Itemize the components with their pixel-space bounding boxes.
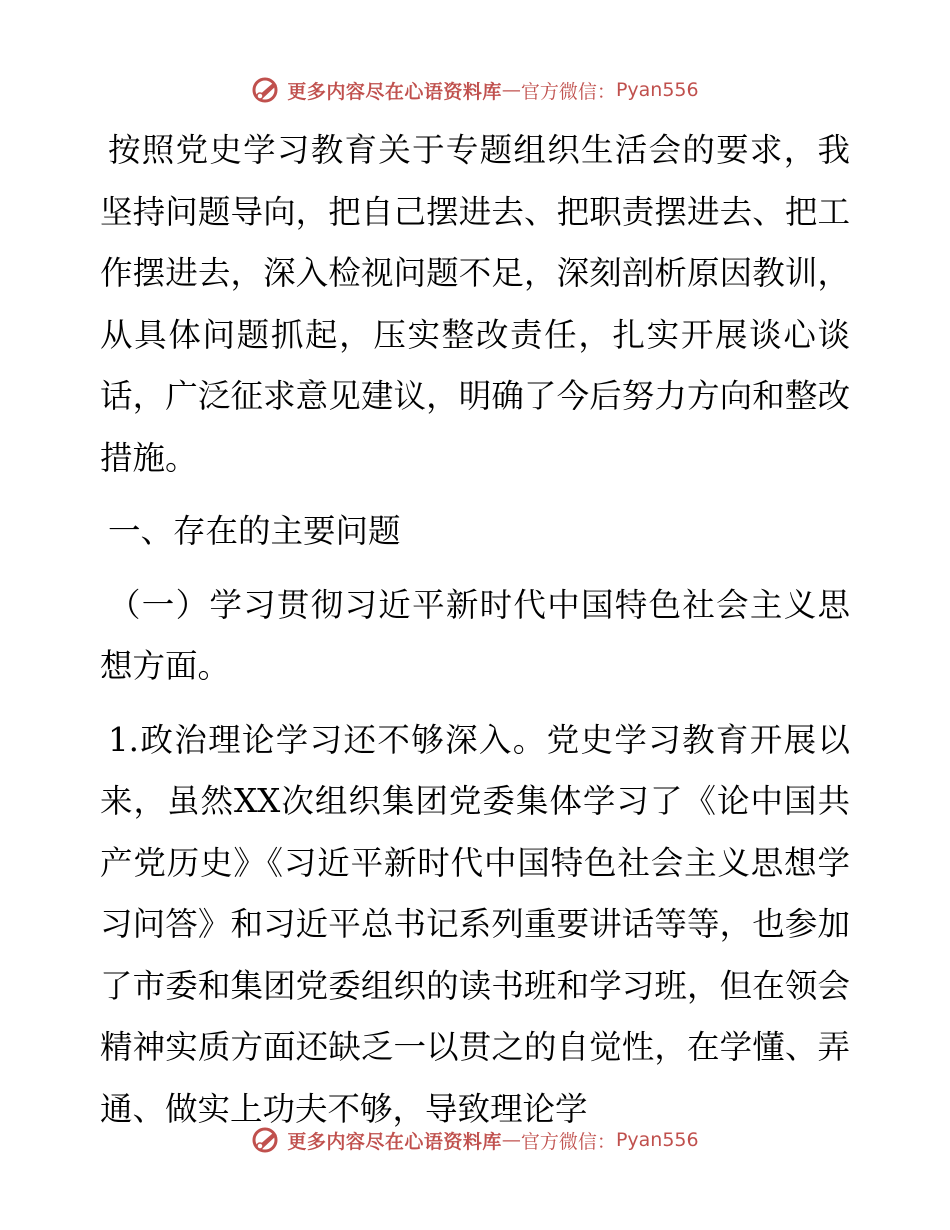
watermark-wechat-label: 官方微信： xyxy=(520,1130,616,1153)
watermark-main-text: 更多内容尽在心语资料库 xyxy=(287,1130,502,1153)
brush-logo-icon xyxy=(251,1125,281,1155)
footer-watermark xyxy=(0,1122,950,1158)
intro-paragraph: 按照党史学习教育关于专题组织生活会的要求，我坚持问题导向，把自己摆进去、把职责摆进去、把工作摆进去，深入检视问题不足，深刻剖析原因教训，从具体问题抓起，压实整改责任，扎实开展谈心谈话，广泛征求意见建议，明确了今后努力方向和整改措施。 xyxy=(100,131,850,477)
item-paragraph: 1.政治理论学习还不够深入。党史学习教育开展以来，虽然XX次组织集团党委集体学习了《论中国共产党历史》《习近平新时代中国特色社会主义思想学习问答》和习近平总书记系列重要讲话等等，也参加了市委和集团党委组织的读书班和学习班，但在领会精神实质方面还缺乏一以贯之的自觉性，在学懂、弄通、做实上功夫不够，导致理论学 xyxy=(100,720,850,1128)
header-watermark xyxy=(0,72,950,108)
brush-logo-icon xyxy=(251,75,281,105)
section-heading: 一、存在的主要问题 xyxy=(108,512,401,550)
watermark-dash: — xyxy=(501,79,521,101)
watermark-dash: — xyxy=(501,1129,521,1151)
watermark-wechat-label: 官方微信： xyxy=(520,80,616,103)
watermark-main-text: 更多内容尽在心语资料库 xyxy=(287,80,502,103)
watermark-wechat-id: Pyan556 xyxy=(615,1129,699,1151)
watermark-wechat-id: Pyan556 xyxy=(615,79,699,101)
document-body xyxy=(100,120,850,1140)
subsection-heading: （一）学习贯彻习近平新时代中国特色社会主义思想方面。 xyxy=(100,585,850,685)
